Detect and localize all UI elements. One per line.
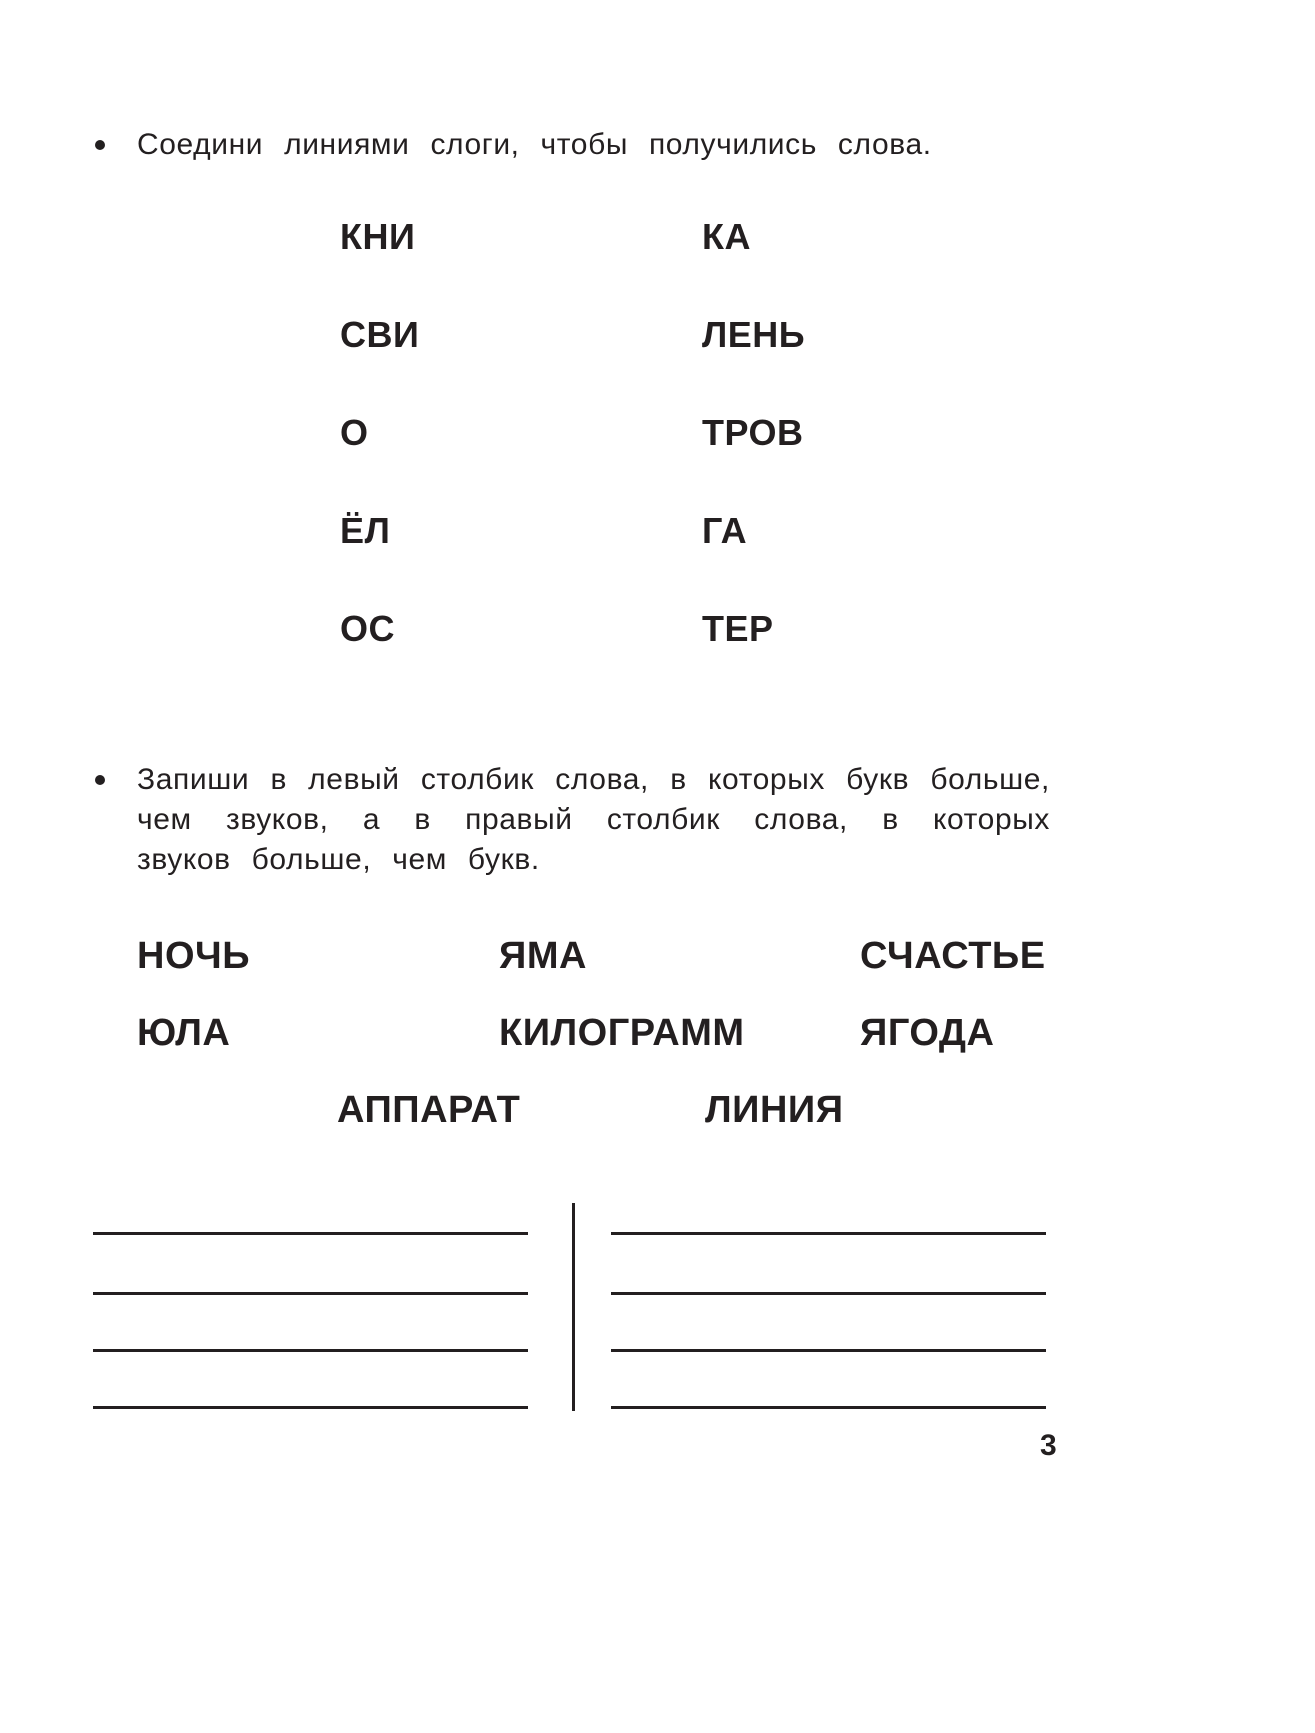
word-item: ЯГОДА <box>860 1012 995 1054</box>
answer-line[interactable] <box>611 1349 1046 1352</box>
word-item: ЛИНИЯ <box>705 1089 844 1131</box>
left-syllable[interactable]: СВИ <box>340 314 420 355</box>
right-syllable[interactable]: ТРОВ <box>702 412 804 453</box>
answer-line[interactable] <box>611 1232 1046 1235</box>
answer-line[interactable] <box>93 1292 528 1295</box>
bullet-icon <box>95 775 105 785</box>
bullet-icon <box>95 140 105 150</box>
answer-line[interactable] <box>93 1406 528 1409</box>
task-2-instruction-block <box>95 760 1050 880</box>
task-1-instruction: Соедини линиями слоги, чтобы получились слова. <box>137 128 932 161</box>
right-syllable[interactable]: ГА <box>702 510 748 551</box>
task-2-instruction: Запиши в левый столбик слова, в которых букв больше, чем звуков, а в правый столбик слова, в которых звуков больше, чем букв. <box>137 763 1050 876</box>
answer-line[interactable] <box>611 1292 1046 1295</box>
answer-line[interactable] <box>93 1232 528 1235</box>
right-syllable[interactable]: ТЕР <box>702 608 774 649</box>
right-syllable[interactable]: КА <box>702 216 751 257</box>
answer-line[interactable] <box>611 1406 1046 1409</box>
word-item: ЯМА <box>499 935 587 977</box>
left-syllable[interactable]: О <box>340 412 369 453</box>
right-syllable[interactable]: ЛЕНЬ <box>702 314 806 355</box>
word-item: НОЧЬ <box>137 935 251 977</box>
answer-line[interactable] <box>93 1349 528 1352</box>
left-syllable[interactable]: ОС <box>340 608 395 649</box>
word-item: КИЛОГРАММ <box>499 1012 745 1054</box>
word-item: АППАРАТ <box>337 1089 521 1131</box>
word-item: СЧАСТЬЕ <box>860 935 1046 977</box>
left-syllable[interactable]: КНИ <box>340 216 416 257</box>
page-number: 3 <box>1040 1429 1057 1462</box>
left-syllable[interactable]: ЁЛ <box>340 510 391 551</box>
word-item: ЮЛА <box>137 1012 231 1054</box>
column-divider <box>572 1203 575 1411</box>
task-1-instruction-block <box>95 125 1050 165</box>
